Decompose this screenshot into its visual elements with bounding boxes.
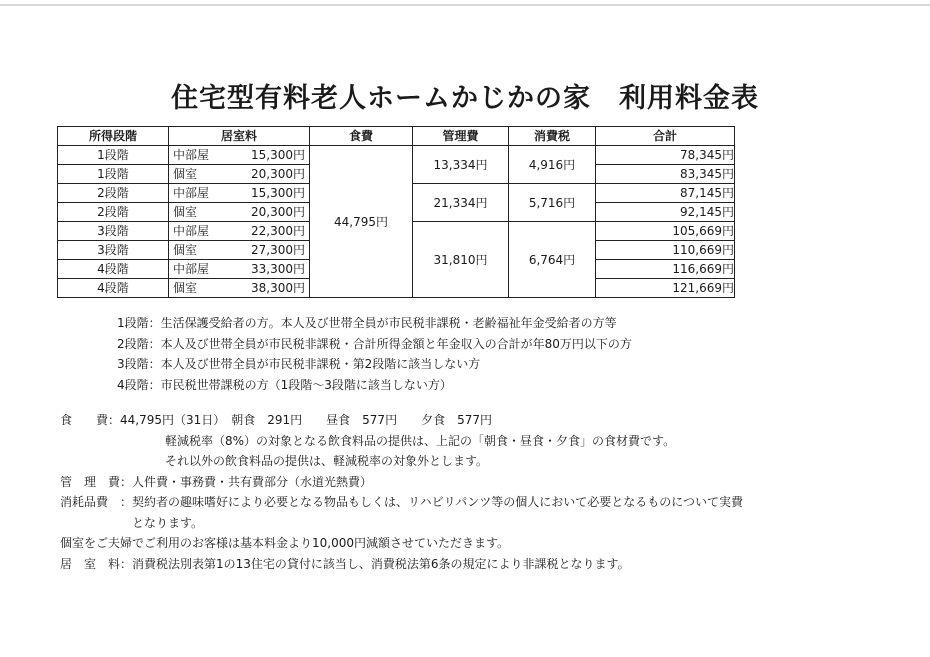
grade-note: 4段階：市民税世帯課税の方（1段階～3段階に該当しない方） xyxy=(117,377,452,392)
room-cell xyxy=(169,165,310,184)
grade-cell: 4段階 xyxy=(58,279,169,298)
header-food: 食費 xyxy=(310,127,413,146)
grade-cell: 4段階 xyxy=(58,260,169,279)
grade-cell: 3段階 xyxy=(58,222,169,241)
room-cell xyxy=(169,279,310,298)
grade-note: 1段階：生活保護受給者の方。本人及び世帯全員が市民税非課税・老齢福祉年金受給者の方等 xyxy=(117,316,617,330)
room-fee: 27,300円 xyxy=(251,243,305,257)
room-cell xyxy=(169,222,310,241)
room-cell xyxy=(169,260,310,279)
grade-notes xyxy=(117,313,632,395)
room-type: 個室 xyxy=(173,281,198,295)
management-fee-cell: 13,334円 xyxy=(413,146,509,184)
room-fee: 20,300円 xyxy=(251,167,305,181)
room-type: 個室 xyxy=(173,167,198,181)
page-title: 住宅型有料老人ホームかじかの家 利用料金表 xyxy=(171,83,759,114)
header-tax: 消費税 xyxy=(509,127,596,146)
room-type: 中部屋 xyxy=(173,262,210,276)
management-fee-cell: 21,334円 xyxy=(413,184,509,222)
total-cell: 78,345円 xyxy=(596,146,735,165)
header-room: 居室料 xyxy=(169,127,310,146)
grade-note: 2段階：本人及び世帯全員が市民税非課税・合計所得金額と年金収入の合計が年80万円以下の方 xyxy=(117,336,632,351)
room-fee-line: 居 室 料：消費税法別表第1の13住宅の貸付に該当し、消費税法第6条の規定により非課税となります。 xyxy=(60,556,630,571)
room-fee: 33,300円 xyxy=(251,262,305,276)
scan-edge xyxy=(0,4,930,6)
tax-cell: 6,764円 xyxy=(509,222,596,298)
couple-discount-line: 個室をご夫婦でご利用のお客様は基本料金より10,000円減額させていただきます。 xyxy=(60,536,510,550)
management-fee-cell: 31,810円 xyxy=(413,222,509,298)
room-cell xyxy=(169,146,310,165)
header-management: 管理費 xyxy=(413,127,509,146)
room-cell xyxy=(169,241,310,260)
grade-note: 3段階：本人及び世帯全員が市民税非課税・第2段階に該当しない方 xyxy=(117,357,481,371)
tax-cell: 5,716円 xyxy=(509,184,596,222)
consumables-continuation: となります。 xyxy=(132,515,204,530)
management-fee-line: 管 理 費：人件費・事務費・共有費部分（水道光熱費） xyxy=(60,474,373,489)
table-header-row xyxy=(58,127,735,146)
total-cell: 110,669円 xyxy=(596,241,735,260)
food-tax-note: それ以外の飲食料品の提供は、軽減税率の対象外とします。 xyxy=(165,454,489,468)
room-type: 中部屋 xyxy=(173,148,210,162)
room-fee: 38,300円 xyxy=(251,281,305,295)
grade-cell: 2段階 xyxy=(58,203,169,222)
total-cell: 83,345円 xyxy=(596,165,735,184)
total-cell: 116,669円 xyxy=(596,260,735,279)
room-fee: 15,300円 xyxy=(251,148,305,162)
room-type: 中部屋 xyxy=(173,186,210,200)
fee-table xyxy=(57,126,735,298)
room-cell xyxy=(169,184,310,203)
header-total: 合計 xyxy=(596,127,735,146)
grade-cell: 3段階 xyxy=(58,241,169,260)
food-fee-line: 食 費：44,795円（31日） 朝食 291円 昼食 577円 夕食 577円 xyxy=(60,413,492,427)
grade-cell: 1段階 xyxy=(58,165,169,184)
room-type: 個室 xyxy=(173,243,198,257)
room-type: 個室 xyxy=(173,205,198,219)
food-tax-note: 軽減税率（8%）の対象となる飲食料品の提供は、上記の「朝食・昼食・夕食」の食材費です。 xyxy=(165,433,676,448)
total-cell: 121,669円 xyxy=(596,279,735,298)
room-fee: 22,300円 xyxy=(251,224,305,238)
header-grade: 所得段階 xyxy=(58,127,169,146)
grade-cell: 2段階 xyxy=(58,184,169,203)
total-cell: 92,145円 xyxy=(596,203,735,222)
room-fee: 20,300円 xyxy=(251,205,305,219)
total-cell: 105,669円 xyxy=(596,222,735,241)
consumables-line: 消耗品費 ：契約者の趣味嗜好により必要となる物品もしくは、リハビリパンツ等の個人において必要となるものについて実費 xyxy=(60,495,744,509)
room-type: 中部屋 xyxy=(173,224,210,238)
room-cell xyxy=(169,203,310,222)
grade-cell: 1段階 xyxy=(58,146,169,165)
tax-cell: 4,916円 xyxy=(509,146,596,184)
room-fee: 15,300円 xyxy=(251,186,305,200)
fee-details xyxy=(60,410,920,574)
table-row xyxy=(58,146,735,165)
food-fee-cell: 44,795円 xyxy=(310,146,413,298)
total-cell: 87,145円 xyxy=(596,184,735,203)
